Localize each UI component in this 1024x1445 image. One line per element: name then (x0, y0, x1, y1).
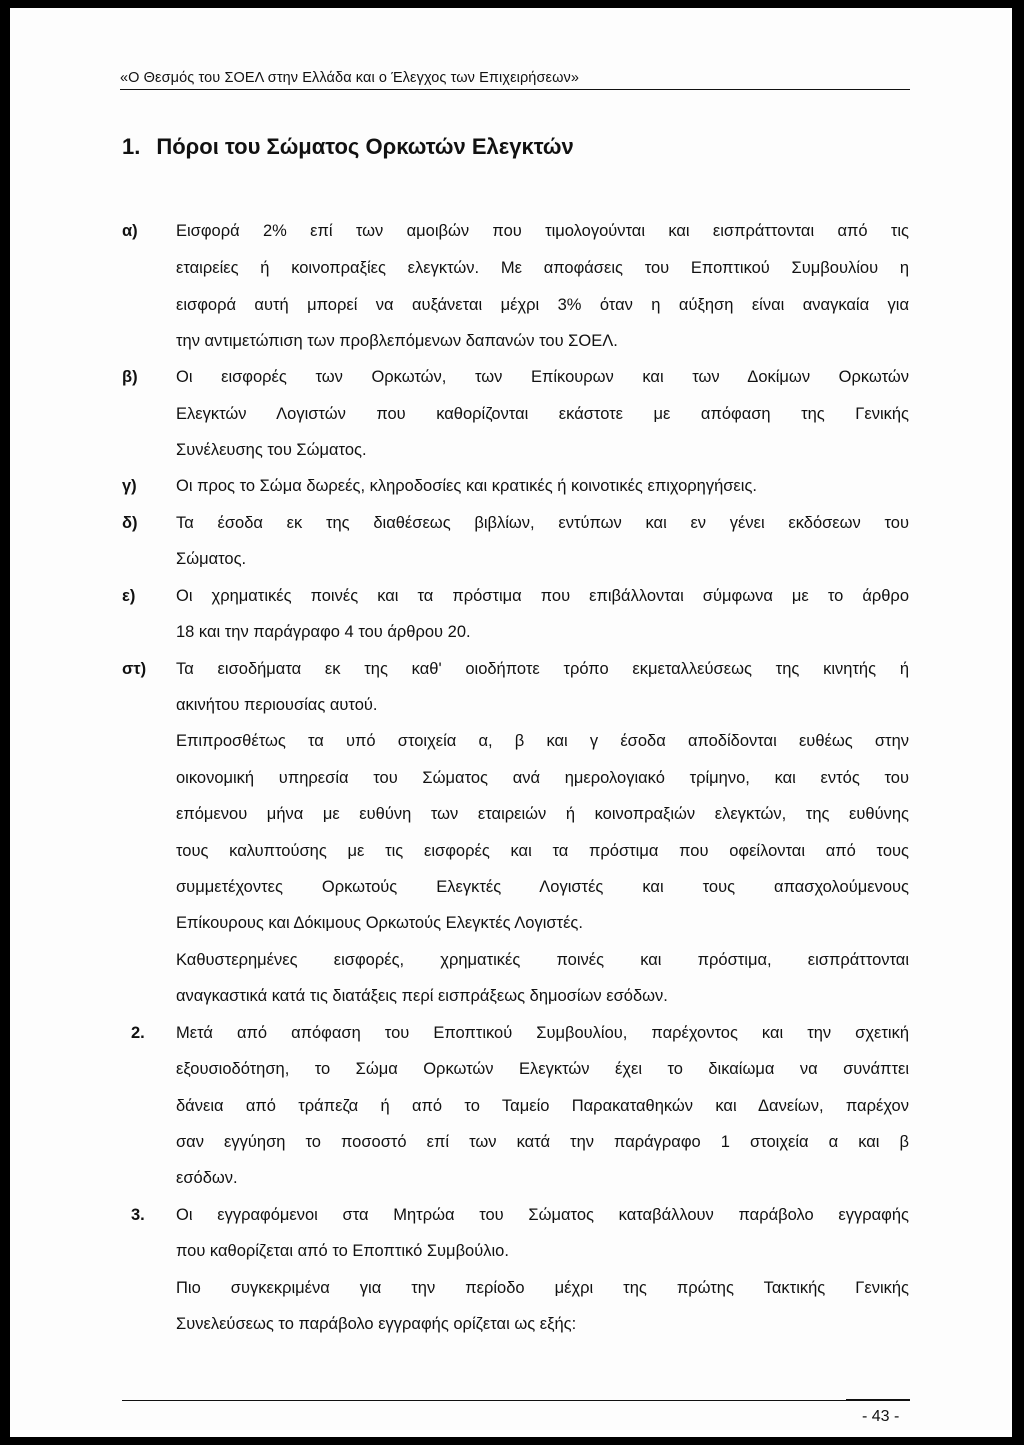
text-line: επόμενου μήνα με ευθύνη των εταιρειών ή κοινοπραξιών ελεγκτών, της ευθύνης (176, 805, 909, 823)
text-line: που καθορίζεται από το Εποπτικό Συμβούλιο. (176, 1242, 509, 1260)
running-header: «Ο Θεσμός του ΣΟΕΛ στην Ελλάδα και ο Έλεγχος των Επιχειρήσεων» (120, 70, 910, 90)
text-line: συμμετέχοντες Ορκωτούς Ελεγκτές Λογιστές και τους απασχολούμενους (176, 878, 909, 896)
section-title-text: Πόροι του Σώματος Ορκωτών Ελεγκτών (156, 134, 574, 159)
text-line: Επιπροσθέτως τα υπό στοιχεία α, β και γ έσοδα αποδίδονται ευθέως στην (176, 732, 909, 750)
text-line: Σώματος. (176, 550, 247, 568)
item-label-a: α) (122, 222, 138, 240)
point-label-2: 2. (131, 1024, 145, 1042)
item-label-d: δ) (122, 514, 138, 532)
text-line: Πιο συγκεκριμένα για την περίοδο μέχρι της πρώτης Τακτικής Γενικής (176, 1279, 909, 1297)
text-line: ακινήτου περιουσίας αυτού. (176, 696, 378, 714)
text-line: εταιρείες ή κοινοπραξίες ελεγκτών. Με αποφάσεις του Εποπτικού Συμβουλίου η (176, 259, 909, 277)
text-line: Επίκουρους και Δόκιμους Ορκωτούς Ελεγκτές Λογιστές. (176, 914, 583, 932)
text-line: Εισφορά 2% επί των αμοιβών που τιμολογούνται και εισπράττονται από τις (176, 222, 909, 240)
text-line: Οι προς το Σώμα δωρεές, κληροδοσίες και κρατικές ή κοινοτικές επιχορηγήσεις. (176, 477, 757, 495)
page-number: - 43 - (862, 1408, 900, 1425)
text-line: Οι εγγραφόμενοι στα Μητρώα του Σώματος καταβάλλουν παράβολο εγγραφής (176, 1206, 909, 1224)
text-line: Τα έσοδα εκ της διαθέσεως βιβλίων, εντύπων και εν γένει εκδόσεων του (176, 514, 909, 532)
text-line: Μετά από απόφαση του Εποπτικού Συμβουλίου, παρέχοντος και την σχετική (176, 1024, 909, 1042)
text-line: Συνέλευσης του Σώματος. (176, 441, 367, 459)
text-line: Οι χρηματικές ποινές και τα πρόστιμα που επιβάλλονται σύμφωνα με το άρθρο (176, 587, 909, 605)
text-line: αναγκαστικά κατά τις διατάξεις περί εισπράξεως δημοσίων εσόδων. (176, 987, 668, 1005)
text-line: δάνεια από τράπεζα ή από το Ταμείο Παρακαταθηκών και Δανείων, παρέχον (176, 1097, 909, 1115)
text-line: 18 και την παράγραφο 4 του άρθρου 20. (176, 623, 471, 641)
text-line: Τα εισοδήματα εκ της καθ' οιοδήποτε τρόπο εκμεταλλεύσεως της κινητής ή (176, 660, 909, 678)
text-line: εισφορά αυτή μπορεί να αυξάνεται μέχρι 3% όταν η αύξηση είναι αναγκαία για (176, 296, 909, 314)
point-label-3: 3. (131, 1206, 145, 1224)
text-line: τους καλυπτούσης με τις εισφορές και τα πρόστιμα που οφείλονται από τους (176, 842, 909, 860)
text-line: Καθυστερημένες εισφορές, χρηματικές ποινές και πρόστιμα, εισπράττονται (176, 951, 909, 969)
section-title (122, 134, 574, 160)
text-line: Οι εισφορές των Ορκωτών, των Επίκουρων και των Δοκίμων Ορκωτών (176, 368, 909, 386)
text-line: Ελεγκτών Λογιστών που καθορίζονται εκάστοτε με απόφαση της Γενικής (176, 405, 909, 423)
item-label-b: β) (122, 368, 138, 386)
item-label-st: στ) (122, 660, 147, 678)
item-label-e: ε) (122, 587, 136, 605)
text-line: οικονομική υπηρεσία του Σώματος ανά ημερολογιακό τρίμηνο, και εντός του (176, 769, 909, 787)
footer-rule (122, 1400, 910, 1401)
item-label-c: γ) (122, 477, 137, 495)
footer-rule-accent (846, 1399, 910, 1401)
text-line: Συνελεύσεως το παράβολο εγγραφής ορίζεται ως εξής: (176, 1315, 577, 1333)
text-line: την αντιμετώπιση των προβλεπόμενων δαπανών του ΣΟΕΛ. (176, 332, 618, 350)
text-line: εξουσιοδότηση, το Σώμα Ορκωτών Ελεγκτών έχει το δικαίωμα να συνάπτει (176, 1060, 909, 1078)
text-line: σαν εγγύηση το ποσοστό επί των κατά την παράγραφο 1 στοιχεία α και β (176, 1133, 909, 1151)
section-number: 1. (122, 134, 141, 159)
text-line: εσόδων. (176, 1169, 238, 1187)
